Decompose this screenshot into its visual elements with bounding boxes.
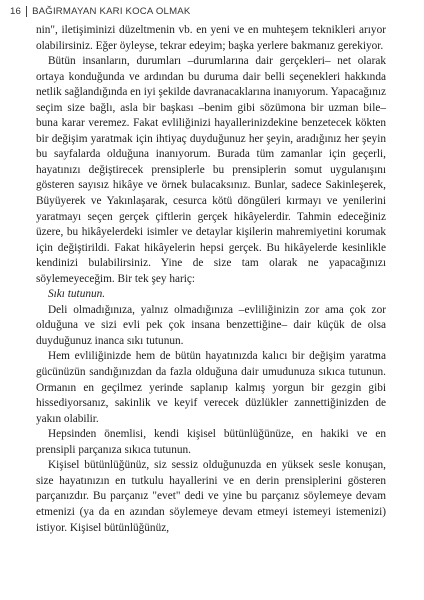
running-title: BAĞIRMAYAN KARI KOCA OLMAK	[32, 6, 191, 17]
body-text	[36, 23, 386, 536]
paragraph: Hem evliliğinizde hem de bütün hayatınızda kalıcı bir değişim yaratma gücünüzün sandığınızdan da fazla olduğuna dair umudunuza sıkıca tutunun. Ormanın en geçilmez yerinde saplanıp kalmış yorgun bir gezgin gibi hissediyorsanız, sakinlik ve keyif verecek düzlükler zannettiğinizden de yakın olabilir.	[36, 350, 386, 425]
paragraph: Hepsinden önemlisi, kendi kişisel bütünlüğünüze, en hakiki ve en prensipli parçanıza sıkıca tutunun.	[36, 428, 386, 456]
running-header	[10, 6, 190, 17]
paragraph: Kişisel bütünlüğünüz, siz sessiz olduğunuzda en yüksek sesle konuşan, size hayatınızın en tutkulu hayallerini ve en derin prensiplerini gösteren parçanızdır. Bu parçanız "evet" dedi ve yine bu parçanız söylemeye devam etmenizi (ya da en azından söylemeye devam etmeyi istemeyi istemenizi) istiyor. Kişisel bütünlüğünüz,	[36, 459, 386, 534]
paragraph: nin", iletişiminizi düzeltmenin vb. en yeni ve en muhteşem teknikleri arıyor olabilirsiniz. Eğer öyleyse, tekrar edeyim; başka yerlere bakmanız gerekiyor.	[36, 24, 386, 52]
header-divider	[26, 6, 27, 17]
emphasis-line: Sıkı tutunun.	[48, 288, 106, 301]
page-number: 16	[10, 6, 22, 17]
paragraph: Bütün insanların, durumları –durumlarına dair gerçekleri– net olarak ortaya konduğunda ve ardından bu duruma dair belli seçenekleri hakkında netlik sağlandığında en iyi şekilde davranacaklarına inanıyorum. Yapacağınız seçim size bağlı, asla bir başkası –benim gibi sözümona bir uzman bile– buna karar veremez. Fakat evliliğinizi hayallerinizdekine benzetecek kökten bir değişim yaratmak için ihtiyaç duyduğunuz her şeyin, aradığınız her şeyin bu sayfalarda olduğuna inanıyorum. Burada tüm zamanlar için geçerli, hayatınızı değiştirecek prensiplerle bu prensiplerin somut uygulanışını gösteren sayısız hikâye ve örnek bulacaksınız. Bunlar, sadece Sakinleşerek, Büyüyerek ve Yakınlaşarak, cesurca kötü döngüleri kırmayı ve yenilerini yaratmayı seçen gerçek çiftlerin gerçek hikâyelerdir. Tahmin edeceğiniz üzere, bu hikâyelerdeki isimler ve detaylar kişilerin mahremiyetini korumak için değiştirildi. Fakat hikâyelerin hepsi gerçek. Bu hikâyelerde kesinlikle kendinizi bulabilirsiniz. Yine de size tam olarak ne yapacağınızı söylemeyeceğim. Bir tek şey hariç:	[36, 55, 386, 285]
paragraph: Deli olmadığınıza, yalnız olmadığınıza –evliliğinizin zor ama çok zor olduğuna ve sizi evli pek çok insana benzettiğine– dair küçük de olsa duyduğunuz inanca sıkı tutunun.	[36, 303, 386, 347]
